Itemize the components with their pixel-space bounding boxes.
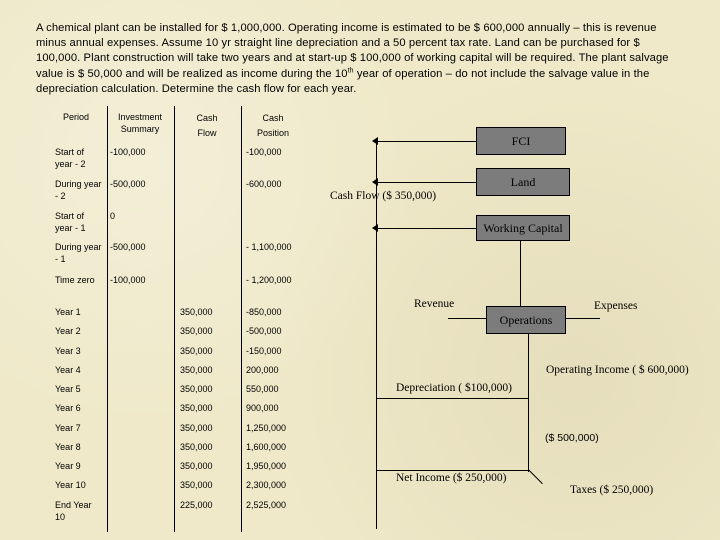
- row-period: During year - 2: [55, 179, 102, 201]
- arrow-head-icon: [372, 137, 378, 145]
- row-period: Year 1: [55, 307, 81, 317]
- row-period: Year 2: [55, 326, 81, 336]
- problem-text: A chemical plant can be installed for $ 1,000,000. Operating income is estimated to be $ 600,000 annually – this is revenue minus annual expenses. Assume 10 yr straight line depreciation and a 50 percent tax rate. Land can be purchased for $ 100,000. Plant construction will take two years and at start-up $ 100,000 of working capital will be required. The plant salvage value is $ 50,000 and will be realized as income during the 10: [36, 22, 669, 80]
- row-cash-position: -150,000: [246, 346, 282, 356]
- net-income-connector: [376, 470, 528, 471]
- row-investment: -500,000: [110, 242, 146, 252]
- working-capital-box: Working Capital: [476, 215, 570, 241]
- table-divider: [174, 106, 175, 532]
- row-period: Year 3: [55, 346, 81, 356]
- row-cash-position: - 1,200,000: [246, 275, 292, 285]
- row-cash-position: 2,525,000: [246, 500, 287, 510]
- row-period: Start of year - 2: [55, 147, 86, 169]
- row-period: Year 6: [55, 403, 81, 413]
- header-period: Period: [62, 112, 89, 122]
- after-depreciation-label: ($ 500,000): [545, 432, 599, 444]
- problem-text-continued: year of operation – do not include the salvage value in the depreciation calculation. Determine the cash flow for each year.: [36, 67, 650, 95]
- row-cash-position: 550,000: [246, 384, 279, 394]
- row-cash-position: 2,300,000: [246, 480, 287, 490]
- row-cash-flow: 350,000: [180, 403, 213, 413]
- row-cash-flow: 350,000: [180, 326, 213, 336]
- row-cash-position: 900,000: [246, 403, 279, 413]
- arrow-head-icon: [372, 224, 378, 232]
- row-cash-flow: 350,000: [180, 307, 213, 317]
- row-cash-position: - 1,100,000: [246, 242, 292, 252]
- fci-box: FCI: [476, 127, 566, 155]
- header-investment-summary: Investment Summary: [117, 112, 163, 134]
- row-period: Year 10: [55, 480, 86, 490]
- land-box: Land: [476, 168, 570, 196]
- row-cash-position: 1,600,000: [246, 442, 287, 452]
- table-divider: [241, 106, 242, 532]
- taxes-connector: [528, 469, 543, 484]
- row-cash-flow: 350,000: [180, 346, 213, 356]
- row-cash-flow: 350,000: [180, 442, 213, 452]
- row-period: Year 5: [55, 384, 81, 394]
- row-cash-flow: 350,000: [180, 384, 213, 394]
- row-cash-position: 1,250,000: [246, 423, 287, 433]
- net-income-label: Net Income ($ 250,000): [396, 472, 507, 484]
- row-investment: -100,000: [110, 275, 146, 285]
- row-investment: -500,000: [110, 179, 146, 189]
- revenue-connector: [448, 318, 486, 319]
- row-cash-position: -600,000: [246, 179, 282, 189]
- row-cash-flow: 350,000: [180, 461, 213, 471]
- problem-statement: [36, 21, 686, 97]
- row-cash-position: 1,950,000: [246, 461, 287, 471]
- row-investment: -100,000: [110, 147, 146, 157]
- row-period: Year 7: [55, 423, 81, 433]
- row-period: Year 9: [55, 461, 81, 471]
- operating-income-label: Operating Income ( $ 600,000): [546, 364, 689, 376]
- cash-flow-label: Cash Flow ($ 350,000): [330, 190, 437, 202]
- row-period: Year 4: [55, 365, 81, 375]
- row-cash-position: -100,000: [246, 147, 282, 157]
- row-investment: 0: [110, 211, 116, 221]
- operations-down-line: [528, 334, 529, 472]
- superscript-th: th: [347, 66, 354, 74]
- expenses-label: Expenses: [594, 300, 638, 312]
- table-divider: [107, 106, 108, 532]
- row-cash-position: -500,000: [246, 326, 282, 336]
- taxes-label: Taxes ($ 250,000): [570, 484, 654, 496]
- row-cash-flow: 225,000: [180, 500, 213, 510]
- row-period: Time zero: [55, 275, 95, 285]
- depreciation-label: Depreciation ( $100,000): [396, 382, 512, 394]
- row-period: During year - 1: [55, 242, 102, 264]
- revenue-label: Revenue: [414, 298, 455, 310]
- row-cash-position: -850,000: [246, 307, 282, 317]
- row-period: Start of year - 1: [55, 211, 86, 233]
- header-cash-position: Cash Position: [256, 113, 290, 138]
- land-connector: [376, 182, 476, 183]
- row-period: End Year 10: [55, 500, 92, 522]
- row-cash-flow: 350,000: [180, 423, 213, 433]
- arrow-head-icon: [372, 178, 378, 186]
- working-capital-connector: [376, 228, 476, 229]
- depreciation-connector: [376, 398, 528, 399]
- row-cash-position: 200,000: [246, 365, 279, 375]
- fci-connector: [376, 141, 476, 142]
- operations-box: Operations: [486, 306, 566, 334]
- row-period: Year 8: [55, 442, 81, 452]
- expenses-connector: [566, 318, 600, 319]
- row-cash-flow: 350,000: [180, 480, 213, 490]
- row-cash-flow: 350,000: [180, 365, 213, 375]
- header-cash-flow: Cash Flow: [196, 113, 218, 138]
- working-capital-to-operations-line: [520, 241, 521, 306]
